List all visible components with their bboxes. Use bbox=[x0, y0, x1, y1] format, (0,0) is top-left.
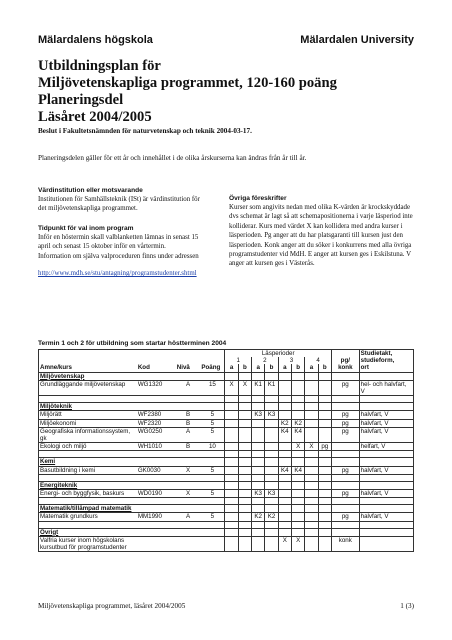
period-cell bbox=[225, 419, 238, 427]
section-title: Miljöteknik bbox=[39, 403, 225, 411]
period-cell bbox=[238, 419, 251, 427]
period-cell bbox=[252, 443, 265, 451]
period-cell bbox=[225, 536, 238, 551]
page-footer bbox=[38, 602, 414, 610]
period-cell: K2 bbox=[265, 513, 278, 521]
period-cell bbox=[305, 490, 318, 498]
period-cell bbox=[265, 466, 278, 474]
period-cell: X bbox=[291, 536, 304, 551]
course-row bbox=[39, 427, 414, 442]
course-row bbox=[39, 536, 414, 551]
period-cell: X bbox=[225, 380, 238, 395]
section-spacer bbox=[39, 521, 414, 528]
period-cell bbox=[225, 411, 238, 419]
period-cell bbox=[305, 419, 318, 427]
course-table bbox=[38, 349, 414, 552]
host-institution-text: Institutionen för Samhällsteknik (ISt) är värdinstitution för det miljövetenskapliga programmet. bbox=[38, 196, 200, 213]
period-cell bbox=[318, 380, 331, 395]
course-row bbox=[39, 513, 414, 521]
period-cell bbox=[291, 513, 304, 521]
half-period-header: b bbox=[265, 364, 278, 372]
period-cell: K1 bbox=[252, 380, 265, 395]
course-row bbox=[39, 411, 414, 419]
title-line: Planeringsdel bbox=[38, 92, 124, 108]
course-name: Valfria kurser inom högskolans kursutbud för programstudenter bbox=[39, 536, 137, 551]
section-header-row bbox=[39, 458, 414, 466]
study-pace-cell: halvfart, V bbox=[359, 490, 413, 498]
period-cell: K3 bbox=[265, 490, 278, 498]
title-line: Miljövetenskapliga programmet, 120-160 poäng bbox=[38, 75, 337, 91]
section-spacer bbox=[39, 396, 414, 403]
period-cell bbox=[278, 411, 291, 419]
table-header-row bbox=[39, 357, 414, 364]
period-cell: K2 bbox=[278, 419, 291, 427]
period-cell bbox=[318, 411, 331, 419]
selection-time-heading: Tidpunkt för val inom program bbox=[38, 224, 134, 232]
period-cell bbox=[225, 427, 238, 442]
table-header-row bbox=[39, 364, 414, 372]
period-cell bbox=[305, 513, 318, 521]
period-cell bbox=[225, 443, 238, 451]
header-university-swedish: Mälardalens högskola bbox=[38, 34, 153, 46]
intro-text: Planeringsdelen gäller för ett år och innehållet i de olika årskurserna kan ändras från år till år. bbox=[38, 154, 307, 162]
course-code bbox=[137, 536, 176, 551]
course-points: 10 bbox=[200, 443, 225, 451]
pg-cell: pg bbox=[331, 490, 359, 498]
section-title: Miljövetenskap bbox=[39, 372, 225, 380]
period-cell: X bbox=[238, 380, 251, 395]
course-points: 5 bbox=[200, 490, 225, 498]
study-pace-cell: halvfart, V bbox=[359, 513, 413, 521]
pg-cell: pg bbox=[331, 466, 359, 474]
pg-cell: pg bbox=[331, 427, 359, 442]
course-code: WF2380 bbox=[137, 411, 162, 419]
level-header: Nivå bbox=[176, 364, 190, 372]
course-code: WF2320 bbox=[137, 419, 162, 427]
period-cell bbox=[318, 536, 331, 551]
study-pace-cell: hel- och halvfart, V bbox=[359, 380, 413, 395]
study-pace-cell: halvfart, V bbox=[359, 419, 413, 427]
course-level: X bbox=[185, 466, 191, 474]
study-pace-cell: halvfart, V bbox=[359, 427, 413, 442]
section-title: Övrigt bbox=[39, 528, 225, 536]
decision-note: Beslut i Fakultetsnämnden för naturvetenskap och teknik 2004-03-17. bbox=[38, 127, 252, 135]
period-cell bbox=[265, 536, 278, 551]
course-row bbox=[39, 443, 414, 451]
document-title bbox=[38, 58, 337, 126]
course-name: Energi- och byggfysik, baskurs bbox=[39, 490, 137, 498]
period-cell bbox=[238, 490, 251, 498]
period-cell bbox=[318, 427, 331, 442]
period-cell bbox=[225, 466, 238, 474]
period-cell bbox=[318, 419, 331, 427]
period-number: 3 bbox=[278, 357, 305, 364]
period-cell: K4 bbox=[291, 466, 304, 474]
half-period-header: a bbox=[225, 364, 238, 372]
period-cell: K1 bbox=[265, 380, 278, 395]
course-name: Geografiska informationssystem, gk bbox=[39, 427, 137, 442]
period-number: 2 bbox=[252, 357, 279, 364]
course-level: X bbox=[185, 490, 191, 498]
course-level: B bbox=[185, 443, 191, 451]
period-cell bbox=[265, 419, 278, 427]
course-level: B bbox=[185, 411, 191, 419]
course-row bbox=[39, 466, 414, 474]
course-name: Ekologi och miljö bbox=[39, 443, 137, 451]
period-cell: K3 bbox=[265, 411, 278, 419]
half-period-header: a bbox=[305, 364, 318, 372]
period-cell: K2 bbox=[252, 513, 265, 521]
course-level bbox=[176, 536, 201, 551]
period-cell: K4 bbox=[278, 427, 291, 442]
section-header-row bbox=[39, 403, 414, 411]
course-name: Miljörätt bbox=[39, 411, 137, 419]
period-cell bbox=[278, 513, 291, 521]
period-cell bbox=[291, 490, 304, 498]
right-column bbox=[229, 194, 414, 269]
subject-header: Ämne/kurs bbox=[39, 364, 137, 372]
section-spacer bbox=[39, 474, 414, 481]
course-code: WG1320 bbox=[137, 380, 163, 388]
place-header: ort bbox=[359, 364, 413, 372]
period-cell bbox=[238, 411, 251, 419]
period-cell bbox=[225, 490, 238, 498]
course-code: WG0250 bbox=[137, 427, 163, 435]
reading-periods-header: Läsperioder bbox=[225, 350, 332, 358]
period-cell: X bbox=[291, 443, 304, 451]
study-pace-cell bbox=[359, 536, 413, 551]
pg-cell bbox=[331, 443, 359, 451]
period-cell bbox=[238, 513, 251, 521]
pg-cell: pg bbox=[331, 380, 359, 395]
course-level: B bbox=[185, 419, 191, 427]
period-cell bbox=[291, 411, 304, 419]
period-cell bbox=[305, 536, 318, 551]
course-code: MM1990 bbox=[137, 513, 162, 521]
section-header-row bbox=[39, 481, 414, 489]
title-line: Läsåret 2004/2005 bbox=[38, 109, 152, 125]
pg-cell: pg bbox=[331, 513, 359, 521]
page-header bbox=[38, 34, 414, 46]
host-institution-heading: Värdinstitution eller motsvarande bbox=[38, 187, 143, 194]
section-title: Matematik/tillämpad matematik bbox=[39, 505, 225, 513]
course-row bbox=[39, 419, 414, 427]
course-points: 15 bbox=[200, 380, 225, 395]
period-cell bbox=[238, 466, 251, 474]
period-cell: K3 bbox=[252, 490, 265, 498]
period-cell bbox=[278, 380, 291, 395]
table-caption: Termin 1 och 2 för utbildning som startar höstterminen 2004 bbox=[38, 340, 227, 347]
period-cell bbox=[318, 513, 331, 521]
period-cell bbox=[238, 443, 251, 451]
half-period-header: b bbox=[238, 364, 251, 372]
other-regulations-heading: Övriga föreskrifter bbox=[229, 195, 287, 202]
period-cell: X bbox=[278, 536, 291, 551]
course-code: GK0030 bbox=[137, 466, 161, 474]
period-number: 1 bbox=[225, 357, 252, 364]
course-points: 5 bbox=[200, 513, 225, 521]
pg-header: pg/ bbox=[331, 357, 359, 364]
period-cell bbox=[238, 536, 251, 551]
period-cell bbox=[291, 380, 304, 395]
course-name: Basutbildning i kemi bbox=[39, 466, 137, 474]
half-period-header: a bbox=[252, 364, 265, 372]
course-points: 5 bbox=[200, 427, 225, 442]
study-pace-cell: helfart, V bbox=[359, 443, 413, 451]
course-name: Grundläggande miljövetenskap bbox=[39, 380, 137, 395]
period-cell: K2 bbox=[291, 419, 304, 427]
selection-info-link[interactable]: http://www.mdh.se/stu/antagning/programstudenter.shtml bbox=[38, 270, 197, 278]
period-cell: K4 bbox=[291, 427, 304, 442]
period-cell: X bbox=[305, 443, 318, 451]
left-column bbox=[38, 186, 200, 278]
period-number: 4 bbox=[305, 357, 332, 364]
study-pace-cell: halvfart, V bbox=[359, 411, 413, 419]
points-header: Poäng bbox=[200, 364, 225, 372]
period-cell bbox=[278, 490, 291, 498]
study-pace-cell: halvfart, V bbox=[359, 466, 413, 474]
course-row bbox=[39, 490, 414, 498]
course-name: Miljöekonomi bbox=[39, 419, 137, 427]
course-points: 5 bbox=[200, 466, 225, 474]
period-cell bbox=[305, 411, 318, 419]
period-cell bbox=[265, 443, 278, 451]
period-cell bbox=[252, 466, 265, 474]
period-cell bbox=[318, 466, 331, 474]
period-cell bbox=[305, 380, 318, 395]
course-code: WH1010 bbox=[137, 443, 162, 451]
table-header-row bbox=[39, 350, 414, 358]
title-line: Utbildningsplan för bbox=[38, 58, 161, 74]
header-university-english: Mälardalen University bbox=[300, 34, 414, 46]
period-cell bbox=[238, 427, 251, 442]
pg-cell: pg bbox=[331, 411, 359, 419]
half-period-header: b bbox=[318, 364, 331, 372]
pg-cell: pg bbox=[331, 419, 359, 427]
course-points bbox=[200, 536, 225, 551]
course-level: A bbox=[185, 427, 191, 435]
footer-program: Miljövetenskapliga programmet, läsåret 2004/2005 bbox=[38, 602, 186, 610]
period-cell bbox=[305, 427, 318, 442]
period-cell: K4 bbox=[278, 466, 291, 474]
section-spacer bbox=[39, 498, 414, 505]
selection-time-text: Inför en höstermin skall valblanketten lämnas in senast 15 april och senast 15 oktober inför en vårtermin. Information om själva valproceduren finns under adressen bbox=[38, 233, 199, 260]
course-level: A bbox=[185, 380, 191, 388]
study-form-header: studieform, bbox=[359, 357, 413, 364]
section-title: Kemi bbox=[39, 458, 225, 466]
half-period-header: a bbox=[278, 364, 291, 372]
other-regulations-text: Kurser som angivits nedan med olika K-värden är krockskyddade dvs schemat är lagt så att schemapositionerna i varje läsperiod inte kolliderar. Kurs med värdet X kan kolliderа med andra kurser i läsperioden. Pg anger att du har platsgaranti till kursen just den läsperioden. Konk anger att du söker i konkurrens med alla övriga programstudenter vid MdH. E anger att kursen ges i Eskilstuna. V anger att kursen ges i Västerås. bbox=[229, 204, 413, 268]
period-cell bbox=[265, 427, 278, 442]
period-cell bbox=[252, 427, 265, 442]
period-cell: K3 bbox=[252, 411, 265, 419]
course-row bbox=[39, 380, 414, 395]
pg-cell: konk bbox=[331, 536, 359, 551]
footer-page-number: 1 (3) bbox=[400, 602, 414, 610]
section-header-row bbox=[39, 372, 414, 380]
section-spacer bbox=[39, 451, 414, 458]
period-cell bbox=[225, 513, 238, 521]
period-cell bbox=[278, 443, 291, 451]
course-points: 5 bbox=[200, 411, 225, 419]
study-pace-header: Studietakt, bbox=[359, 350, 413, 358]
course-name: Matematik grundkurs bbox=[39, 513, 137, 521]
course-level: A bbox=[185, 513, 191, 521]
period-cell bbox=[252, 536, 265, 551]
period-cell bbox=[318, 490, 331, 498]
period-cell: pg bbox=[318, 443, 331, 451]
course-code: WD0190 bbox=[137, 490, 162, 498]
konk-header: konk bbox=[331, 364, 359, 372]
period-cell bbox=[305, 466, 318, 474]
code-header: Kod bbox=[137, 364, 150, 372]
section-title: Energiteknik bbox=[39, 481, 225, 489]
section-header-row bbox=[39, 528, 414, 536]
half-period-header: b bbox=[291, 364, 304, 372]
period-cell bbox=[252, 419, 265, 427]
section-header-row bbox=[39, 505, 414, 513]
course-points: 5 bbox=[200, 419, 225, 427]
